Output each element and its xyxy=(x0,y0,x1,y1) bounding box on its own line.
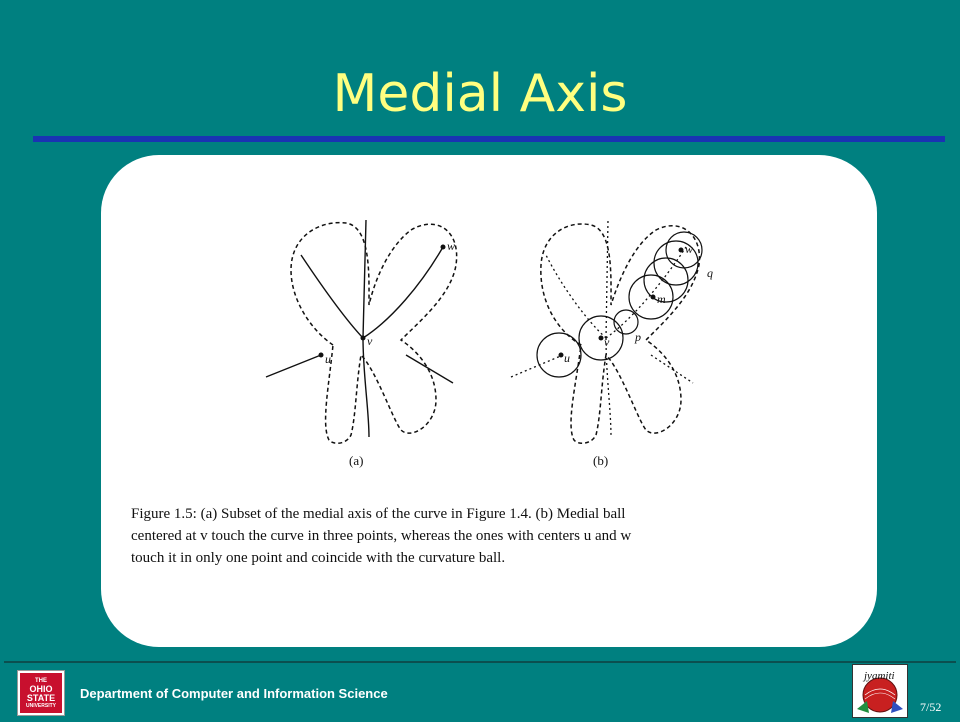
title-divider xyxy=(33,136,945,142)
label-b-m: m xyxy=(657,292,666,306)
label-a-w: w xyxy=(447,239,456,253)
footer-divider xyxy=(4,661,956,663)
point-b-w xyxy=(679,248,684,253)
point-a-v xyxy=(361,336,366,341)
department-name: Department of Computer and Information Science xyxy=(80,686,388,701)
medial-branch-a-right xyxy=(406,355,453,383)
curve-a xyxy=(291,223,457,444)
medial-branch-a-left xyxy=(266,355,321,377)
label-b-v: v xyxy=(604,335,610,349)
page-number: 7/52 xyxy=(920,700,942,714)
label-b-u: u xyxy=(564,351,570,365)
caption-line: centered at v touch the curve in three points, whereas the ones with centers u and w xyxy=(131,528,632,544)
label-a-v: v xyxy=(367,334,373,348)
label-b-q: q xyxy=(707,266,713,280)
caption-line: Figure 1.5: (a) Subset of the medial axis of the curve in Figure 1.4. (b) Medial ball xyxy=(131,506,626,522)
logo-line: THE xyxy=(35,677,47,684)
logo-line: OHIO xyxy=(29,683,53,694)
medial-ball-m2 xyxy=(644,258,688,302)
logo-line: UNIVERSITY xyxy=(25,702,56,709)
point-b-v xyxy=(599,336,604,341)
medial-axis-figure xyxy=(101,155,877,647)
jyamiti-badge xyxy=(852,664,908,718)
subfigure-label-a: (a) xyxy=(349,453,364,468)
label-a-u: u xyxy=(325,352,331,366)
figure-panel xyxy=(101,155,877,647)
slide-title: Medial Axis xyxy=(332,64,628,124)
caption-line: touch it in only one point and coincide with the curvature ball. xyxy=(131,550,506,566)
ohio-state-logo xyxy=(17,670,65,716)
label-b-w: w xyxy=(685,242,694,256)
point-b-u xyxy=(559,353,564,358)
logo-line: STATE xyxy=(26,692,56,703)
medial-ball-w xyxy=(666,232,702,268)
point-a-w xyxy=(441,245,446,250)
label-b-p: p xyxy=(635,330,641,344)
point-a-u xyxy=(319,353,324,358)
figure-caption xyxy=(131,503,837,569)
subfigure-label-b: (b) xyxy=(593,453,609,468)
badge-text: jyamiti xyxy=(864,670,895,682)
medial-axis-a xyxy=(301,220,443,437)
point-b-m xyxy=(651,295,656,300)
